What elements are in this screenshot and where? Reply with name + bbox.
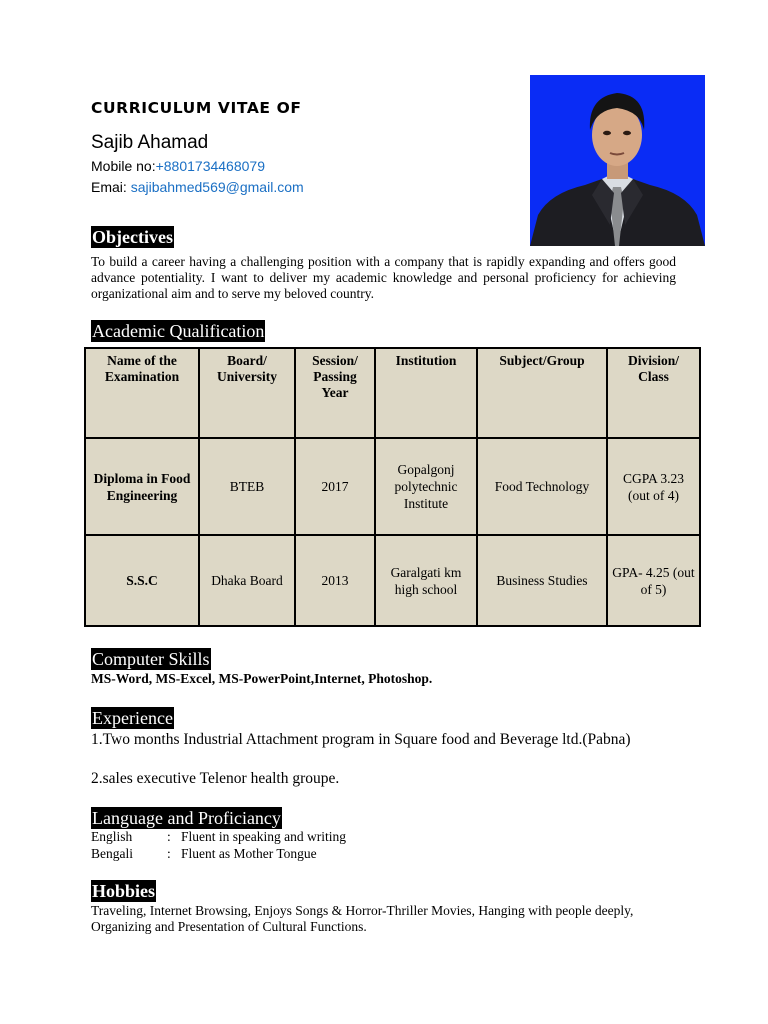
mobile-label: Mobile no:	[91, 158, 156, 174]
computer-skills-text: MS-Word, MS-Excel, MS-PowerPoint,Internet, Photoshop.	[91, 671, 433, 686]
language-level: Fluent as Mother Tongue	[181, 846, 317, 861]
candidate-name: Sajib Ahamad	[91, 132, 209, 153]
table-header-cell: Session/ Passing Year	[295, 348, 375, 438]
experience-title: Experience	[92, 708, 173, 728]
table-cell: Business Studies	[477, 535, 607, 626]
language-name: English	[91, 829, 133, 844]
table-row	[85, 535, 700, 626]
table-cell: GPA- 4.25 (out of 5)	[607, 535, 700, 626]
language-name: Bengali	[91, 846, 133, 861]
table-cell: S.S.C	[85, 535, 199, 626]
table-cell: Diploma in Food Engineering	[85, 438, 199, 535]
language-level: Fluent in speaking and writing	[181, 829, 346, 844]
email-line	[91, 179, 304, 195]
cv-heading: CURRICULUM VITAE OF	[91, 99, 302, 117]
objectives-title: Objectives	[92, 227, 173, 247]
email-link[interactable]: sajibahmed569@gmail.com	[130, 179, 304, 195]
hobbies-text: Traveling, Internet Browsing, Enjoys Songs & Horror-Thriller Movies, Hanging with people deeply, Organizing and Presentation of Cultural Functions.	[91, 903, 634, 934]
table-cell: Garalgati km high school	[375, 535, 477, 626]
language-row	[91, 846, 317, 862]
table-cell: CGPA 3.23 (out of 4)	[607, 438, 700, 535]
table-row	[85, 438, 700, 535]
experience-item: 2.sales executive Telenor health groupe.	[91, 770, 340, 787]
portrait-illustration	[530, 75, 705, 246]
profile-photo	[530, 75, 705, 246]
table-header-cell: Subject/Group	[477, 348, 607, 438]
table-header-row	[85, 348, 700, 438]
table-cell: Dhaka Board	[199, 535, 295, 626]
academic-title: Academic Qualification	[92, 321, 265, 341]
hobbies-title: Hobbies	[92, 881, 156, 901]
language-title: Language and Proficiancy	[92, 808, 281, 828]
table-cell: Food Technology	[477, 438, 607, 535]
table-header-cell: Board/ University	[199, 348, 295, 438]
table-header-cell: Division/ Class	[607, 348, 700, 438]
table-cell: 2013	[295, 535, 375, 626]
language-row	[91, 829, 346, 845]
email-label: Emai:	[91, 179, 131, 195]
experience-item: 1.Two months Industrial Attachment program in Square food and Beverage ltd.(Pabna)	[91, 731, 631, 748]
objectives-text: To build a career having a challenging position with a company that is rapidly expanding and offers good advance potentiality. I want to deliver my academic knowledge and personal proficiency for achieving organizational aim and to serve my beloved country.	[91, 254, 676, 301]
table-cell: Gopalgonj polytechnic Institute	[375, 438, 477, 535]
table-header-cell: Name of the Examination	[85, 348, 199, 438]
language-separator: :	[167, 846, 171, 861]
language-separator: :	[167, 829, 171, 844]
computer-skills-title: Computer Skills	[92, 649, 210, 669]
mobile-number-link[interactable]: +8801734468079	[155, 158, 265, 174]
academic-table	[84, 347, 701, 627]
table-header-cell: Institution	[375, 348, 477, 438]
table-cell: BTEB	[199, 438, 295, 535]
mobile-line	[91, 158, 265, 174]
table-cell: 2017	[295, 438, 375, 535]
